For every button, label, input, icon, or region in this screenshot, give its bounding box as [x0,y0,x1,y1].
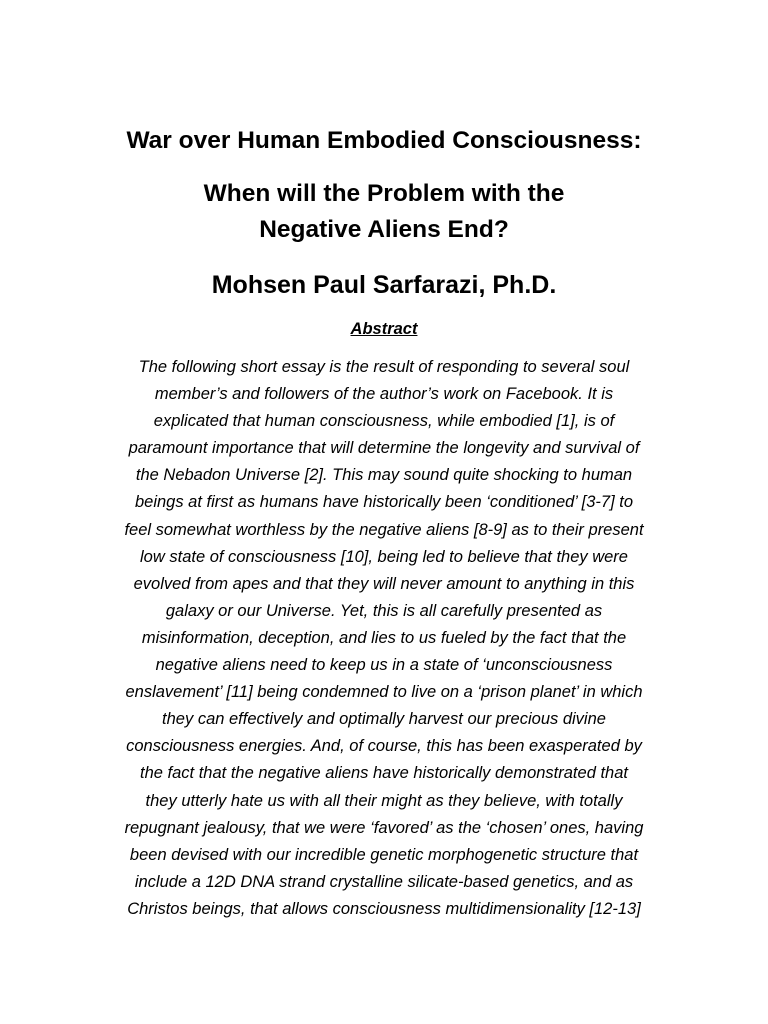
abstract-heading: Abstract [350,320,418,338]
abstract-line: The following short essay is the result of responding to several soul [138,358,630,376]
abstract-line: explicated that human consciousness, while embodied [1], is of [153,412,615,431]
abstract-line: feel somewhat worthless by the negative aliens [8-9] as to their present [124,520,644,539]
abstract-line: the fact that the negative aliens have historically demonstrated that [140,764,628,783]
abstract-body [0,354,768,923]
abstract-line: include a 12D DNA strand crystalline silicate-based genetics, and as [134,872,634,891]
abstract-line: evolved from apes and that they will never amount to anything in this [133,574,635,593]
abstract-line: consciousness energies. And, of course, this has been exasperated by [126,737,642,756]
abstract-line: member’s and followers of the author’s work on Facebook. It is [154,385,614,404]
title-line-2: When will the Problem with the [203,180,565,207]
abstract-line: paramount importance that will determine the longevity and survival of [128,439,640,458]
abstract-line: negative aliens need to keep us in a state of ‘unconsciousness [155,656,613,675]
abstract-line: the Nebadon Universe [2]. This may sound quite shocking to human [135,466,633,485]
abstract-line: misinformation, deception, and lies to us fueled by the fact that the [141,628,627,647]
title-line-3: Negative Aliens End? [259,216,509,243]
abstract-line: they utterly hate us with all their might as they believe, with totally [145,791,623,810]
author-name: Mohsen Paul Sarfarazi, Ph.D. [211,271,557,299]
abstract-line: enslavement’ [11] being condemned to live on a ‘prison planet’ in which [125,683,643,702]
abstract-line: they can effectively and optimally harvest our precious divine [162,710,606,729]
abstract-line: Christos beings, that allows consciousness multidimensionality [12-13] [127,899,641,918]
abstract-line: beings at first as humans have historically been ‘conditioned’ [3-7] to [134,493,634,512]
abstract-line: repugnant jealousy, that we were ‘favored’ as the ‘chosen’ ones, having [124,818,644,837]
title-line-1: War over Human Embodied Consciousness: [126,127,642,154]
abstract-line: been devised with our incredible genetic morphogenetic structure that [129,845,639,864]
abstract-line: low state of consciousness [10], being led to believe that they were [140,547,628,566]
abstract-line: galaxy or our Universe. Yet, this is all carefully presented as [165,601,603,620]
